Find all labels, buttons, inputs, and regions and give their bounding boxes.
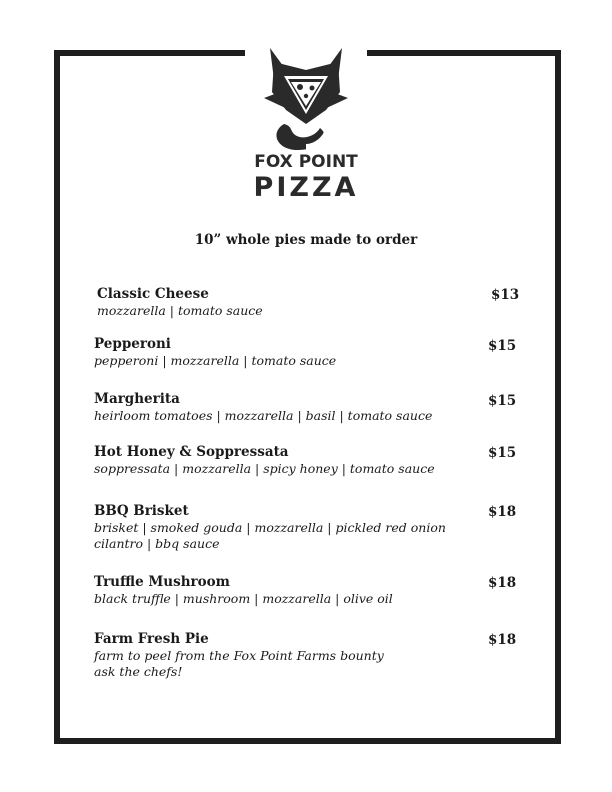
menu-item-desc: heirloom tomatoes | mozzarella | basil | tomato sauce bbox=[94, 408, 433, 423]
brand-name-line2: PIZZA bbox=[253, 172, 359, 203]
menu-item-desc: mozzarella | tomato sauce bbox=[97, 303, 263, 318]
menu-item-name: Truffle Mushroom bbox=[94, 574, 230, 590]
brand-logo bbox=[240, 40, 372, 210]
menu-item-desc: brisket | smoked gouda | mozzarella | pickled red onion bbox=[94, 520, 446, 535]
menu-item bbox=[94, 390, 534, 424]
menu-item bbox=[94, 630, 534, 680]
brand-name-line1: FOX POINT bbox=[254, 152, 358, 172]
menu-item-price: $18 bbox=[488, 632, 517, 648]
menu-item-desc: pepperoni | mozzarella | tomato sauce bbox=[94, 353, 337, 368]
menu-item-desc: cilantro | bbq sauce bbox=[94, 536, 220, 551]
menu-item-name: BBQ Brisket bbox=[94, 503, 189, 519]
menu-item-name: Pepperoni bbox=[94, 336, 171, 352]
menu-item-desc: ask the chefs! bbox=[94, 664, 183, 679]
menu-item bbox=[94, 573, 534, 607]
menu-item-price: $15 bbox=[488, 445, 517, 461]
menu-item-desc: black truffle | mushroom | mozzarella | olive oil bbox=[94, 591, 393, 606]
menu-subtitle: 10” whole pies made to order bbox=[194, 232, 418, 248]
menu-item-price: $15 bbox=[488, 338, 517, 354]
menu-item-price: $18 bbox=[488, 575, 517, 591]
fox-pizza-logo-icon bbox=[240, 40, 372, 152]
menu-item-name: Classic Cheese bbox=[97, 286, 209, 302]
menu-item-price: $18 bbox=[488, 504, 517, 520]
menu-item bbox=[94, 335, 534, 369]
menu-item-name: Margherita bbox=[94, 391, 180, 407]
menu-item-price: $15 bbox=[488, 393, 517, 409]
menu-item bbox=[97, 285, 537, 319]
menu-item-name: Farm Fresh Pie bbox=[94, 631, 209, 647]
menu-item-desc: farm to peel from the Fox Point Farms bounty bbox=[94, 648, 384, 663]
menu-item-name: Hot Honey & Soppressata bbox=[94, 444, 289, 460]
menu-item-price: $13 bbox=[491, 287, 520, 303]
menu-item bbox=[94, 443, 534, 477]
menu-item-desc: soppressata | mozzarella | spicy honey | tomato sauce bbox=[94, 461, 435, 476]
menu-item bbox=[94, 502, 534, 552]
